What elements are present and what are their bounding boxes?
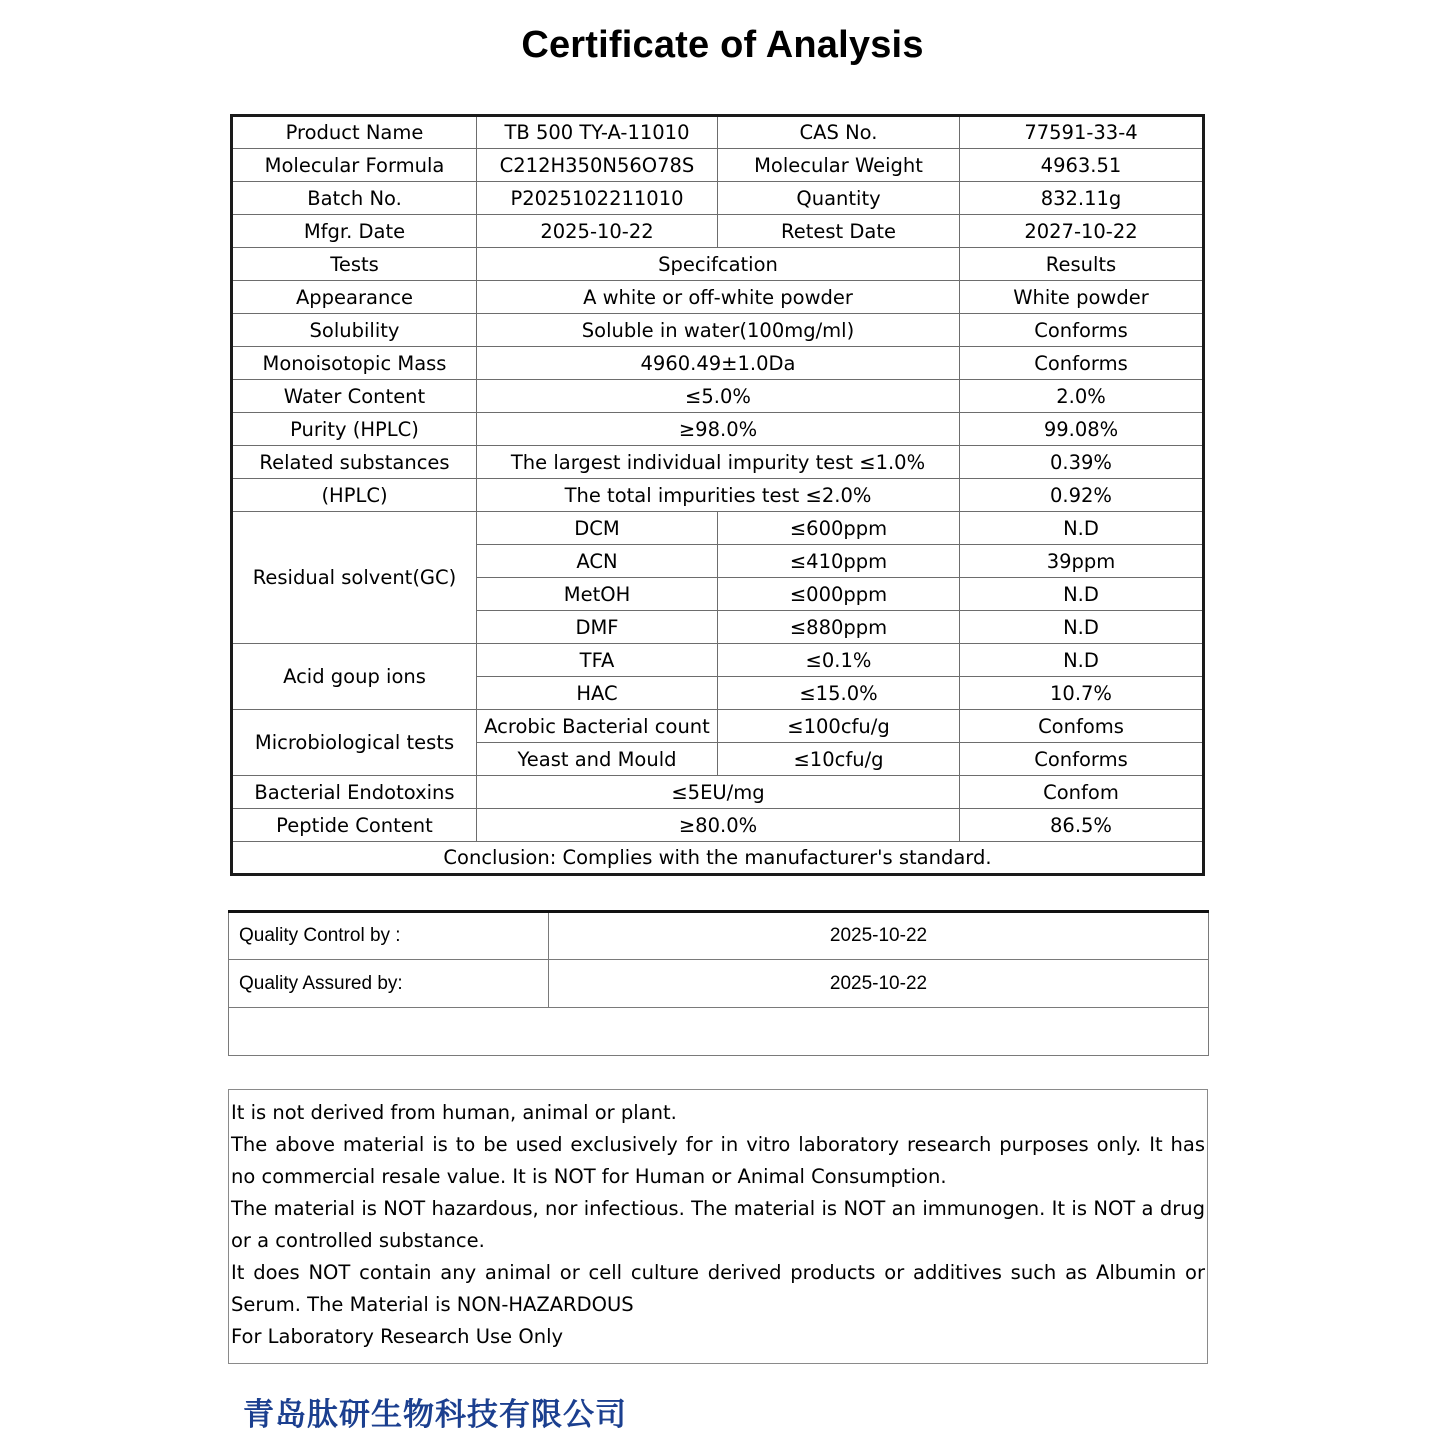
test-result-appearance: White powder (960, 281, 1204, 314)
molecular-formula-label: Molecular Formula (232, 149, 477, 182)
test-spec-hac: ≤15.0% (718, 677, 960, 710)
test-name-peptide-content: Peptide Content (232, 809, 477, 842)
molecular-formula-value: C212H350N56O78S (477, 149, 718, 182)
disclaimer-line-2: The above material is to be used exclusively for in vitro laboratory research purposes only. It has no commercial resale value. It is NOT for Human or Animal Consumption. (231, 1133, 1205, 1188)
quantity-value: 832.11g (960, 182, 1204, 215)
test-spec-largest-individual-impurity: The largest individual impurity test ≤1.0% (477, 446, 960, 479)
table-row (232, 809, 1204, 842)
test-name-solubility: Solubility (232, 314, 477, 347)
test-spec-yeast-and-mould: ≤10cfu/g (718, 743, 960, 776)
test-name-appearance: Appearance (232, 281, 477, 314)
cas-no-label: CAS No. (718, 116, 960, 149)
conclusion-row (232, 842, 1204, 875)
table-row (232, 116, 1204, 149)
molecular-weight-label: Molecular Weight (718, 149, 960, 182)
quantity-label: Quantity (718, 182, 960, 215)
test-result-hac: 10.7% (960, 677, 1204, 710)
analyte-metoh: MetOH (477, 578, 718, 611)
test-name-water-content: Water Content (232, 380, 477, 413)
page-title: Certificate of Analysis (521, 24, 924, 66)
quality-assured-by-label: Quality Assured by: (229, 960, 549, 1008)
test-result-tfa: N.D (960, 644, 1204, 677)
product-name-value: TB 500 TY-A-11010 (477, 116, 718, 149)
test-name-microbiological-tests: Microbiological tests (232, 710, 477, 776)
test-result-dcm: N.D (960, 512, 1204, 545)
test-spec-appearance: A white or off-white powder (477, 281, 960, 314)
analyte-hac: HAC (477, 677, 718, 710)
table-row (232, 644, 1204, 677)
table-row (232, 710, 1204, 743)
table-row (232, 347, 1204, 380)
test-name-monoisotopic-mass: Monoisotopic Mass (232, 347, 477, 380)
column-header-tests: Tests (232, 248, 477, 281)
coa-table-container (230, 114, 1202, 876)
test-name-acid-group-ions: Acid goup ions (232, 644, 477, 710)
analyte-yeast-and-mould: Yeast and Mould (477, 743, 718, 776)
table-row (232, 446, 1204, 479)
test-result-acn: 39ppm (960, 545, 1204, 578)
test-spec-aerobic-bacterial-count: ≤100cfu/g (718, 710, 960, 743)
test-spec-monoisotopic-mass: 4960.49±1.0Da (477, 347, 960, 380)
disclaimer-line-3: The material is NOT hazardous, nor infectious. The material is NOT an immunogen. It is NOT a drug or a controlled substance. (231, 1197, 1205, 1252)
test-spec-bacterial-endotoxins: ≤5EU/mg (477, 776, 960, 809)
signature-table-container (228, 910, 1208, 1056)
table-row (229, 912, 1209, 960)
test-result-largest-individual-impurity: 0.39% (960, 446, 1204, 479)
test-name-bacterial-endotoxins: Bacterial Endotoxins (232, 776, 477, 809)
disclaimer-line-1: It is not derived from human, animal or plant. (231, 1101, 677, 1124)
test-spec-peptide-content: ≥80.0% (477, 809, 960, 842)
signature-blank-row (229, 1008, 1209, 1056)
test-spec-metoh: ≤000ppm (718, 578, 960, 611)
test-result-purity: 99.08% (960, 413, 1204, 446)
quality-control-by-label: Quality Control by : (229, 912, 549, 960)
table-row (232, 149, 1204, 182)
retest-date-value: 2027-10-22 (960, 215, 1204, 248)
mfgr-date-value: 2025-10-22 (477, 215, 718, 248)
test-result-water-content: 2.0% (960, 380, 1204, 413)
company-name-footer (243, 1398, 763, 1445)
test-result-solubility: Conforms (960, 314, 1204, 347)
product-name-label: Product Name (232, 116, 477, 149)
test-result-yeast-and-mould: Conforms (960, 743, 1204, 776)
table-row (232, 281, 1204, 314)
test-result-monoisotopic-mass: Conforms (960, 347, 1204, 380)
quality-control-by-date: 2025-10-22 (549, 912, 1209, 960)
table-row (232, 182, 1204, 215)
test-name-related-substances-line1: Related substances (232, 446, 477, 479)
company-name-text: 青岛肽研生物科技有限公司 (243, 1398, 627, 1433)
conclusion-text: Conclusion: Complies with the manufacturer's standard. (232, 842, 1204, 875)
test-name-residual-solvent: Residual solvent(GC) (232, 512, 477, 644)
disclaimer-line-5: For Laboratory Research Use Only (231, 1325, 564, 1348)
table-row (232, 413, 1204, 446)
test-spec-total-impurities: The total impurities test ≤2.0% (477, 479, 960, 512)
analyte-aerobic-bacterial-count: Acrobic Bacterial count (477, 710, 718, 743)
test-result-bacterial-endotoxins: Confom (960, 776, 1204, 809)
test-spec-tfa: ≤0.1% (718, 644, 960, 677)
table-row (229, 960, 1209, 1008)
mfgr-date-label: Mfgr. Date (232, 215, 477, 248)
test-spec-water-content: ≤5.0% (477, 380, 960, 413)
table-header-row (232, 248, 1204, 281)
test-spec-solubility: Soluble in water(100mg/ml) (477, 314, 960, 347)
test-result-metoh: N.D (960, 578, 1204, 611)
test-result-dmf: N.D (960, 611, 1204, 644)
analyte-dmf: DMF (477, 611, 718, 644)
test-spec-acn: ≤410ppm (718, 545, 960, 578)
disclaimer-block (228, 1089, 1208, 1364)
batch-no-label: Batch No. (232, 182, 477, 215)
table-row (232, 380, 1204, 413)
quality-assured-by-date: 2025-10-22 (549, 960, 1209, 1008)
molecular-weight-value: 4963.51 (960, 149, 1204, 182)
table-row (232, 776, 1204, 809)
test-name-purity: Purity (HPLC) (232, 413, 477, 446)
retest-date-label: Retest Date (718, 215, 960, 248)
table-row (232, 215, 1204, 248)
test-spec-dcm: ≤600ppm (718, 512, 960, 545)
signature-table (228, 910, 1209, 1056)
analyte-tfa: TFA (477, 644, 718, 677)
test-spec-purity: ≥98.0% (477, 413, 960, 446)
disclaimer-line-4: It does NOT contain any animal or cell culture derived products or additives such as Albumin or Serum. The Material is NON-HAZARDOUS (231, 1261, 1205, 1316)
table-row (232, 479, 1204, 512)
test-name-related-substances-line2: (HPLC) (232, 479, 477, 512)
test-result-total-impurities: 0.92% (960, 479, 1204, 512)
analyte-acn: ACN (477, 545, 718, 578)
table-row (232, 314, 1204, 347)
column-header-results: Results (960, 248, 1204, 281)
cas-no-value: 77591-33-4 (960, 116, 1204, 149)
test-result-peptide-content: 86.5% (960, 809, 1204, 842)
test-result-aerobic-bacterial-count: Confoms (960, 710, 1204, 743)
column-header-specification: Specifcation (477, 248, 960, 281)
table-row (232, 512, 1204, 545)
analyte-dcm: DCM (477, 512, 718, 545)
batch-no-value: P2025102211010 (477, 182, 718, 215)
signature-blank-cell (229, 1008, 1209, 1056)
test-spec-dmf: ≤880ppm (718, 611, 960, 644)
certificate-of-analysis-table (230, 114, 1205, 876)
